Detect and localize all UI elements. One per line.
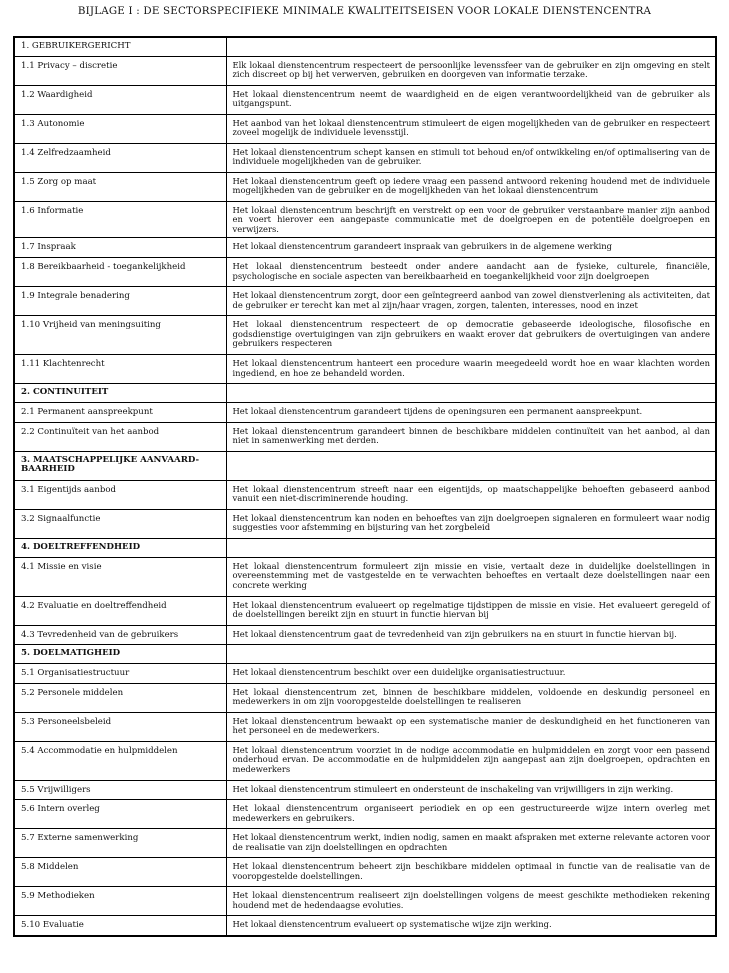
- table-row: [14, 422, 716, 451]
- section-empty-cell: [226, 451, 716, 480]
- table-row: [14, 741, 716, 780]
- section-heading: 1. GEBRUIKERGERICHT: [14, 37, 226, 56]
- table-row: [14, 683, 716, 712]
- table-row: [14, 143, 716, 172]
- requirement-description: Het lokaal dienstencentrum zorgt, door een geïntegreerd aanbod van zowel dienstverlening als activiteiten, dat de gebruiker er terecht kan met al zijn/haar vragen, zorgen, talenten, interesses, nood en inzet: [226, 286, 716, 315]
- requirement-description: Het lokaal dienstencentrum streeft naar een eigentijds, op maatschappelijke behoeften gebaseerd aanbod vanuit een niet-discriminerende houding.: [226, 480, 716, 509]
- requirement-description: Het lokaal dienstencentrum beschrijft en verstrekt op een voor de gebruiker verstaanbare manier zijn aanbod en voert hierover een aangepaste communicatie met de doelgroepen en de potentiële doelgroepen en verwijzers.: [226, 201, 716, 238]
- table-row: [14, 664, 716, 684]
- section-heading: 2. CONTINUITEIT: [14, 383, 226, 402]
- section-empty-cell: [226, 645, 716, 664]
- requirement-label: 1.9 Integrale benadering: [14, 286, 226, 315]
- requirement-label: 1.8 Bereikbaarheid - toegankelijkheid: [14, 257, 226, 286]
- requirement-label: 1.10 Vrijheid van meningsuiting: [14, 315, 226, 354]
- table-row: [14, 829, 716, 858]
- requirement-label: 1.7 Inspraak: [14, 238, 226, 258]
- section-row: [14, 451, 716, 480]
- table-row: [14, 916, 716, 936]
- requirement-description: Het lokaal dienstencentrum garandeert binnen de beschikbare middelen continuïteit van het aanbod, al dan niet in samenwerking met derden.: [226, 422, 716, 451]
- table-row: [14, 201, 716, 238]
- requirement-description: Het aanbod van het lokaal dienstencentrum stimuleert de eigen mogelijkheden van de gebruiker en respecteert zoveel mogelijk de individuele levensstijl.: [226, 114, 716, 143]
- requirement-description: Het lokaal dienstencentrum schept kansen en stimuli tot behoud en/of ontwikkeling en/of optimalisering van de individuele mogelijkheden van de gebruiker.: [226, 143, 716, 172]
- table-row: [14, 887, 716, 916]
- requirement-label: 2.1 Permanent aanspreekpunt: [14, 402, 226, 422]
- requirement-description: Het lokaal dienstencentrum gaat de tevredenheid van zijn gebruikers na en stuurt in functie hiervan bij.: [226, 625, 716, 645]
- section-empty-cell: [226, 538, 716, 557]
- section-empty-cell: [226, 383, 716, 402]
- requirement-description: Het lokaal dienstencentrum besteedt onder andere aandacht aan de fysieke, culturele, financiële, psychologische en sociale aspecten van bereikbaarheid en toegankelijkheid voor zijn doelgroepen: [226, 257, 716, 286]
- requirement-description: Het lokaal dienstencentrum organiseert periodiek en op een gestructureerde wijze intern overleg met medewerkers en gebruikers.: [226, 800, 716, 829]
- requirement-description: Het lokaal dienstencentrum evalueert op regelmatige tijdstippen de missie en visie. Het evalueert geregeld of de doelstellingen bereikt zijn en stuurt in functie hiervan bij: [226, 596, 716, 625]
- quality-requirements-table: [13, 36, 717, 937]
- requirement-label: 5.1 Organisatiestructuur: [14, 664, 226, 684]
- table-row: [14, 712, 716, 741]
- requirement-description: Het lokaal dienstencentrum respecteert de op democratie gebaseerde ideologische, filosofische en godsdienstige overtuigingen van zijn gebruikers en waakt erover dat gebruikers de overtuigingen van andere gebruikers respecteren: [226, 315, 716, 354]
- table-row: [14, 480, 716, 509]
- requirement-label: 1.1 Privacy – discretie: [14, 56, 226, 85]
- table-row: [14, 402, 716, 422]
- requirement-label: 5.4 Accommodatie en hulpmiddelen: [14, 741, 226, 780]
- table-row: [14, 257, 716, 286]
- table-row: [14, 354, 716, 383]
- table-row: [14, 596, 716, 625]
- section-row: [14, 37, 716, 56]
- requirement-description: Het lokaal dienstencentrum beschikt over een duidelijke organisatiestructuur.: [226, 664, 716, 684]
- requirement-description: Het lokaal dienstencentrum voorziet in de nodige accommodatie en hulpmiddelen en zorgt voor een passend onderhoud ervan. De accommodatie en de hulpmiddelen zijn aangepast aan zijn doelgroepen, opdrachten en medewerkers: [226, 741, 716, 780]
- requirement-description: Het lokaal dienstencentrum bewaakt op een systematische manier de deskundigheid en het functioneren van het personeel en de medewerkers.: [226, 712, 716, 741]
- requirement-label: 1.11 Klachtenrecht: [14, 354, 226, 383]
- section-row: [14, 383, 716, 402]
- requirement-description: Het lokaal dienstencentrum evalueert op systematische wijze zijn werking.: [226, 916, 716, 936]
- requirement-description: Het lokaal dienstencentrum zet, binnen de beschikbare middelen, voldoende en deskundig personeel en medewerkers in om zijn vooropgestelde doelstellingen te realiseren: [226, 683, 716, 712]
- requirement-label: 5.3 Personeelsbeleid: [14, 712, 226, 741]
- requirement-label: 1.6 Informatie: [14, 201, 226, 238]
- table-row: [14, 780, 716, 800]
- requirement-description: Het lokaal dienstencentrum hanteert een procedure waarin meegedeeld wordt hoe en waar klachten worden ingediend, en hoe ze behandeld worden.: [226, 354, 716, 383]
- requirement-description: Het lokaal dienstencentrum kan noden en behoeftes van zijn doelgroepen signaleren en formuleert waar nodig suggesties voor afstemming en bijsturing van het zorgbeleid: [226, 509, 716, 538]
- requirement-description: Het lokaal dienstencentrum formuleert zijn missie en visie, vertaalt deze in duidelijke doelstellingen in overeenstemming met de vastgestelde en te verwachten behoeftes en vertaalt deze doelstellingen naar een concrete werking: [226, 557, 716, 596]
- requirement-label: 5.8 Middelen: [14, 858, 226, 887]
- requirement-label: 5.5 Vrijwilligers: [14, 780, 226, 800]
- table-row: [14, 238, 716, 258]
- page-title: BIJLAGE I : DE SECTORSPECIFIEKE MINIMALE KWALITEITSEISEN VOOR LOKALE DIENSTENCENTRA: [77, 5, 652, 17]
- table-row: [14, 625, 716, 645]
- requirement-label: 1.5 Zorg op maat: [14, 172, 226, 201]
- table-row: [14, 85, 716, 114]
- table-row: [14, 858, 716, 887]
- requirement-label: 5.2 Personele middelen: [14, 683, 226, 712]
- requirement-label: 3.2 Signaalfunctie: [14, 509, 226, 538]
- requirement-description: Elk lokaal dienstencentrum respecteert de persoonlijke levenssfeer van de gebruiker en zijn omgeving en stelt zich discreet op bij het verwerven, gebruiken en doorgeven van informatie terzake.: [226, 56, 716, 85]
- table-row: [14, 114, 716, 143]
- requirement-label: 5.10 Evaluatie: [14, 916, 226, 936]
- section-heading: 3. MAATSCHAPPELIJKE AANVAARD-BAARHEID: [14, 451, 226, 480]
- requirement-description: Het lokaal dienstencentrum neemt de waardigheid en de eigen verantwoordelijkheid van de gebruiker als uitgangspunt.: [226, 85, 716, 114]
- table-row: [14, 315, 716, 354]
- requirement-label: 3.1 Eigentijds aanbod: [14, 480, 226, 509]
- requirement-description: Het lokaal dienstencentrum geeft op iedere vraag een passend antwoord rekening houdend met de individuele mogelijkheden van de gebruiker en de mogelijkheden van het lokaal dienstencentrum: [226, 172, 716, 201]
- requirement-description: Het lokaal dienstencentrum garandeert inspraak van gebruikers in de algemene werking: [226, 238, 716, 258]
- table-row: [14, 557, 716, 596]
- table-row: [14, 286, 716, 315]
- requirement-label: 1.3 Autonomie: [14, 114, 226, 143]
- section-heading: 5. DOELMATIGHEID: [14, 645, 226, 664]
- table-row: [14, 56, 716, 85]
- section-row: [14, 538, 716, 557]
- requirement-label: 4.1 Missie en visie: [14, 557, 226, 596]
- table-body: [14, 37, 716, 936]
- requirement-description: Het lokaal dienstencentrum werkt, indien nodig, samen en maakt afspraken met externe relevante actoren voor de realisatie van zijn doelstellingen en opdrachten: [226, 829, 716, 858]
- requirement-label: 5.9 Methodieken: [14, 887, 226, 916]
- table-row: [14, 509, 716, 538]
- requirement-label: 2.2 Continuïteit van het aanbod: [14, 422, 226, 451]
- requirement-label: 1.2 Waardigheid: [14, 85, 226, 114]
- requirement-label: 5.7 Externe samenwerking: [14, 829, 226, 858]
- requirement-description: Het lokaal dienstencentrum realiseert zijn doelstellingen volgens de meest geschikte methodieken rekening houdend met de hedendaagse evoluties.: [226, 887, 716, 916]
- requirement-description: Het lokaal dienstencentrum beheert zijn beschikbare middelen optimaal in functie van de realisatie van de vooropgestelde doelstellingen.: [226, 858, 716, 887]
- requirement-label: 4.3 Tevredenheid van de gebruikers: [14, 625, 226, 645]
- requirement-label: 5.6 Intern overleg: [14, 800, 226, 829]
- section-heading: 4. DOELTREFFENDHEID: [14, 538, 226, 557]
- requirement-label: 4.2 Evaluatie en doeltreffendheid: [14, 596, 226, 625]
- section-row: [14, 645, 716, 664]
- requirement-label: 1.4 Zelfredzaamheid: [14, 143, 226, 172]
- table-row: [14, 800, 716, 829]
- requirement-description: Het lokaal dienstencentrum stimuleert en ondersteunt de inschakeling van vrijwilligers in zijn werking.: [226, 780, 716, 800]
- table-row: [14, 172, 716, 201]
- requirement-description: Het lokaal dienstencentrum garandeert tijdens de openingsuren een permanent aanspreekpunt.: [226, 402, 716, 422]
- section-empty-cell: [226, 37, 716, 56]
